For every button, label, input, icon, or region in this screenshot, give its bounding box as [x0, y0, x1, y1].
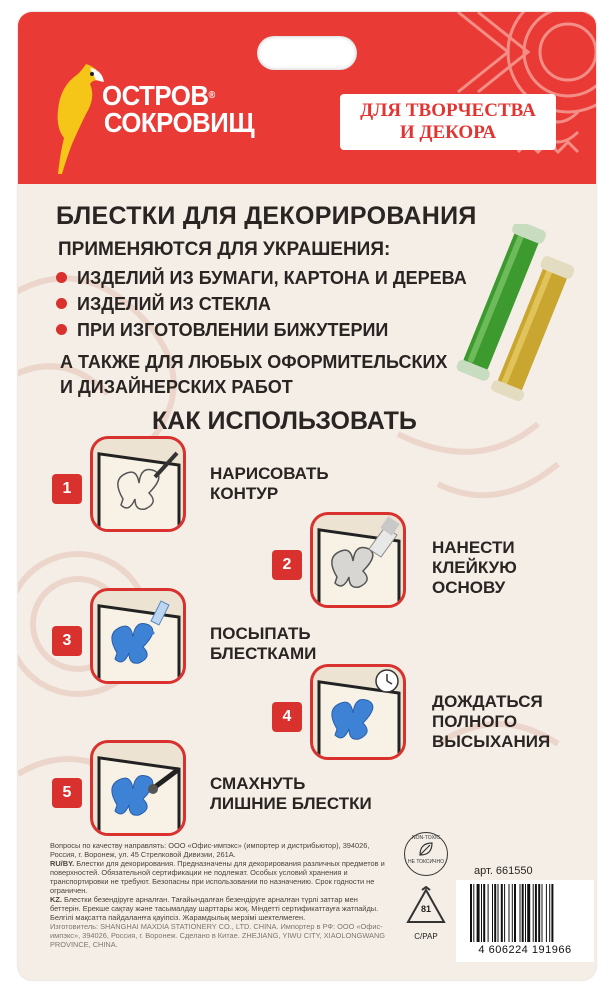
how-to-use-title: КАК ИСПОЛЬЗОВАТЬ	[152, 407, 417, 435]
barcode-digits: 4 606224 191966	[478, 944, 572, 956]
legal-text	[50, 841, 388, 949]
legal-kz: KZ. Блестки безендіруге арналған. Тағайындалған безендіруге арналған түрлі заттар мен беттерін. Ерекше сақтау және тасымалдау шарттары жоқ. Міндетті сертификаттауға жатпайды. Белгілі мақсатта пайдаланғға қауіпсіз. Жарамдылық мерзімі шектелмеген.	[50, 895, 379, 922]
usage-subtitle: ПРИМЕНЯЮТСЯ ДЛЯ УКРАШЕНИЯ:	[58, 239, 391, 260]
non-toxic-icon: NON-TOXIC НЕ ТОКСИЧНО	[404, 832, 448, 876]
clock-dry-icon	[313, 667, 403, 757]
extra-line-2: И ДИЗАЙНЕРСКИХ РАБОТ	[60, 377, 293, 397]
legal-kz-label: KZ.	[50, 895, 62, 904]
article-number: арт. 661550	[474, 865, 533, 877]
step-line: БЛЕСТКАМИ	[210, 644, 317, 663]
legal-ru: RU/BY. Блестки для декорирования. Предназначены для декорирования различных предметов и поверхностей. Обязательной сертификации не подлежат. Особых условий хранения и транспортировки не требуют. Безопасны при использовании по назначению. Срок годности не ограничен.	[50, 859, 385, 895]
step-line: ДОЖДАТЬСЯ	[432, 692, 543, 711]
step-3-text	[210, 624, 316, 664]
bullet-dot-icon	[56, 272, 67, 283]
bullet-text: ИЗДЕЛИЙ ИЗ БУМАГИ, КАРТОНА И ДЕРЕВА	[77, 268, 467, 288]
barcode	[456, 880, 594, 962]
badge-line-2: И ДЕКОРА	[399, 122, 497, 143]
parrot-icon	[46, 54, 108, 176]
draw-outline-icon	[93, 439, 183, 529]
registered-mark: ®	[208, 90, 215, 101]
hang-hole	[257, 36, 357, 70]
extra-usage	[60, 350, 447, 400]
step-2-image	[310, 512, 406, 608]
step-line: ЛИШНИЕ БЛЕСТКИ	[210, 794, 372, 813]
glitter-tubes-image	[450, 224, 580, 404]
recycle-label: C/PAP	[414, 932, 438, 941]
step-number: 2	[272, 550, 302, 580]
step-2-text	[432, 538, 517, 598]
product-card	[18, 12, 596, 980]
brush-icon	[93, 743, 183, 833]
step-line: СМАХНУТЬ	[210, 774, 306, 793]
header-banner	[18, 12, 596, 184]
step-line: ПОСЫПАТЬ	[210, 624, 311, 643]
step-5-text	[210, 774, 372, 814]
bullet-text: ИЗДЕЛИЙ ИЗ СТЕКЛА	[77, 294, 271, 314]
step-4-text	[432, 692, 550, 752]
category-badge	[340, 94, 556, 150]
step-line: КЛЕЙКУЮ	[432, 558, 517, 577]
step-line: ПОЛНОГО	[432, 712, 518, 731]
step-1-text	[210, 464, 329, 504]
step-number: 4	[272, 702, 302, 732]
barcode-bars	[470, 884, 582, 942]
sprinkle-glitter-icon	[93, 591, 183, 681]
step-line: КОНТУР	[210, 484, 279, 503]
brand-line-2: СОКРОВИЩ	[103, 107, 255, 138]
bullet-dot-icon	[56, 298, 67, 309]
step-number: 3	[52, 626, 82, 656]
usage-bullet	[56, 294, 271, 315]
step-3-image	[90, 588, 186, 684]
glue-bottle-icon	[313, 515, 403, 605]
extra-line-1: А ТАКЖЕ ДЛЯ ЛЮБЫХ ОФОРМИТЕЛЬСКИХ	[60, 352, 448, 372]
bullet-dot-icon	[56, 324, 67, 335]
legal-contact: Вопросы по качеству направлять: ООО «Офис-импэкс» (импортер и дистрибьютор), 394026, Россия, г. Воронеж, ул. 45 Стрелковой Дивизии, 261А.	[50, 841, 370, 859]
badge-line-1: ДЛЯ ТВОРЧЕСТВА	[360, 100, 536, 121]
step-number: 5	[52, 778, 82, 808]
step-line: НАРИСОВАТЬ	[210, 464, 329, 483]
step-1-image	[90, 436, 186, 532]
legal-ru-label: RU/BY.	[50, 859, 75, 868]
step-number: 1	[52, 474, 82, 504]
bullet-text: ПРИ ИЗГОТОВЛЕНИИ БИЖУТЕРИИ	[77, 320, 389, 340]
usage-bullet	[56, 268, 467, 289]
recycle-icon	[402, 886, 450, 946]
usage-bullet	[56, 320, 388, 341]
brand-logo	[102, 82, 254, 136]
recycle-code: 81	[420, 904, 431, 914]
product-title: БЛЕСТКИ ДЛЯ ДЕКОРИРОВАНИЯ	[56, 202, 477, 230]
step-line: ОСНОВУ	[432, 578, 506, 597]
step-4-image	[310, 664, 406, 760]
step-line: НАНЕСТИ	[432, 538, 515, 557]
brand-line-1: ОСТРОВ®	[102, 80, 215, 111]
legal-manufacturer: Изготовитель: SHANGHAI MAXDIA STATIONERY CO., LTD. CHINA. Импортер в РФ: ООО «Офис-импэкс», 394026, Россия, г. Воронеж. Сделано в Китае. ZHEJIANG, YIWU CITY, XIAOLONGWANG PROVINCE, CHINA.	[50, 922, 386, 949]
step-line: ВЫСЫХАНИЯ	[432, 732, 551, 751]
step-5-image	[90, 740, 186, 836]
